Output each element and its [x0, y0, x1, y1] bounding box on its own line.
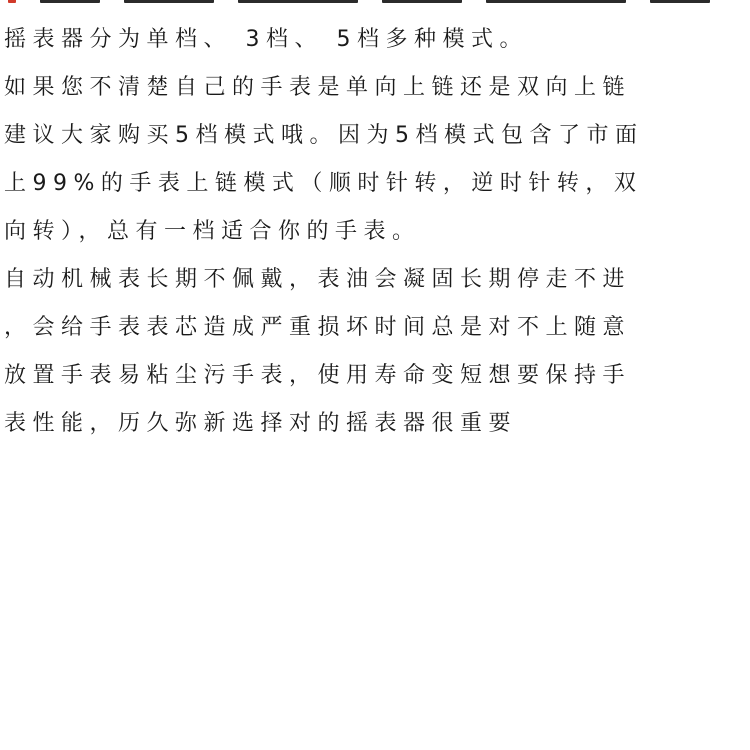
cropped-glyph-row [40, 0, 100, 3]
cropped-text-fragments [8, 0, 710, 3]
text-line-7: ，会给手表表芯造成严重损坏时间总是对不上随意 [4, 315, 632, 340]
text-line-5: 向转），总有一档适合你的手表。 [4, 219, 421, 244]
paragraph-block [4, 16, 744, 448]
text-line-9: 表性能，历久弥新选择对的摇表器很重要 [4, 411, 518, 436]
cropped-glyph-row [486, 0, 626, 3]
text-line-1: 摇表器分为单档、 3档、 5档多种模式。 [4, 27, 528, 52]
text-line-8: 放置手表易粘尘污手表，使用寿命变短想要保持手 [4, 363, 632, 388]
text-line-4: 上99%的手表上链模式（顺时针转，逆时针转，双 [4, 171, 643, 196]
red-mark [8, 0, 16, 3]
cropped-glyph-row [124, 0, 214, 3]
cropped-glyph-row [382, 0, 462, 3]
text-line-6: 自动机械表长期不佩戴，表油会凝固长期停走不进 [4, 267, 632, 292]
cropped-glyph-row [238, 0, 358, 3]
cropped-glyph-row [650, 0, 710, 3]
text-line-2: 如果您不清楚自己的手表是单向上链还是双向上链 [4, 75, 632, 100]
text-line-3: 建议大家购买5档模式哦。因为5档模式包含了市面 [4, 123, 644, 148]
cropped-text-strip [0, 0, 750, 6]
